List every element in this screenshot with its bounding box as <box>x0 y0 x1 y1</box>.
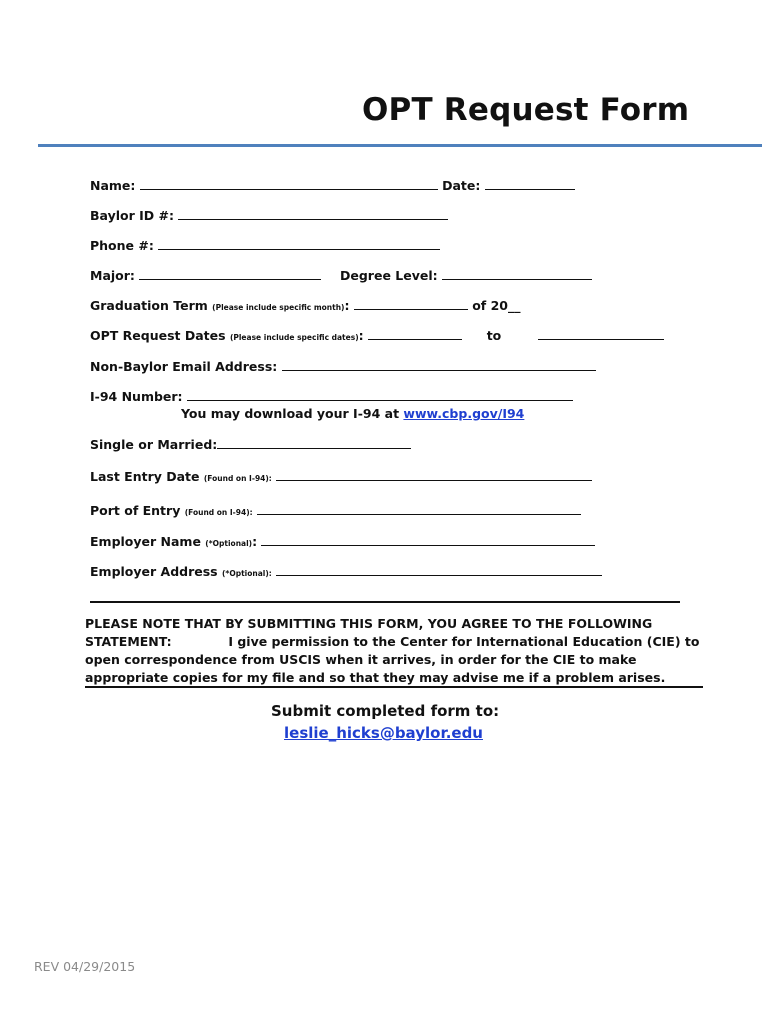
graduation-year-label: of 20__ <box>472 298 521 313</box>
graduation-term-note: (Please include specific month) <box>212 303 345 312</box>
opt-dates-label: OPT Request Dates <box>90 328 226 343</box>
notice-line-3: open correspondence from USCIS when it arrives, in order for the CIE to make <box>85 652 637 667</box>
opt-to-label: to <box>486 328 502 343</box>
marital-field[interactable] <box>217 437 411 449</box>
marital-row <box>90 437 411 452</box>
form-title: OPT Request Form <box>362 92 690 128</box>
employer-name-label: Employer Name <box>90 534 201 549</box>
revision-date: REV 04/29/2015 <box>34 959 136 974</box>
last-entry-field[interactable] <box>276 469 592 481</box>
port-entry-note: (Found on I-94): <box>184 508 253 517</box>
marital-label: Single or Married: <box>90 437 218 452</box>
employer-address-field[interactable] <box>276 564 602 576</box>
opt-end-field[interactable] <box>538 328 664 340</box>
i94-row <box>90 389 573 404</box>
opt-dates-note: (Please include specific dates) <box>229 333 359 342</box>
graduation-term-row: Graduation Term (Please include specific month): of 20__ <box>90 298 521 313</box>
i94-download-row <box>181 406 524 421</box>
i94-link[interactable]: www.cbp.gov/I94 <box>403 406 525 421</box>
notice-underline <box>85 686 703 688</box>
employer-name-note: (*Optional) <box>205 539 253 548</box>
i94-field[interactable] <box>187 389 573 401</box>
employer-address-row <box>90 564 602 579</box>
major-degree-row <box>90 268 592 283</box>
last-entry-row <box>90 469 592 484</box>
employer-name-field[interactable] <box>261 534 595 546</box>
submit-label: Submit completed form to: <box>271 702 500 720</box>
graduation-term-label: Graduation Term <box>90 298 208 313</box>
agreement-notice <box>85 615 705 687</box>
email-field[interactable] <box>282 359 596 371</box>
notice-line-1: PLEASE NOTE THAT BY SUBMITTING THIS FORM, YOU AGREE TO THE FOLLOWING <box>85 616 653 631</box>
phone-field[interactable] <box>158 238 440 250</box>
statement-text: I give permission to the Center for International Education (CIE) to <box>228 634 700 649</box>
baylor-id-field[interactable] <box>178 208 448 220</box>
baylor-id-label: Baylor ID #: <box>90 208 174 223</box>
opt-dates-row: OPT Request Dates (Please include specific dates): to <box>90 328 664 343</box>
graduation-term-field[interactable] <box>354 298 468 310</box>
date-label: Date: <box>442 178 481 193</box>
statement-label: STATEMENT: <box>85 634 172 649</box>
phone-label: Phone #: <box>90 238 154 253</box>
phone-row <box>90 238 440 253</box>
date-field[interactable] <box>485 178 575 190</box>
title-divider <box>38 144 762 147</box>
i94-download-text: You may download your I-94 at <box>181 406 400 421</box>
port-entry-row <box>90 503 581 518</box>
degree-level-label: Degree Level: <box>340 268 438 283</box>
name-label: Name: <box>90 178 136 193</box>
email-label: Non-Baylor Email Address: <box>90 359 278 374</box>
email-row <box>90 359 596 374</box>
section-divider <box>90 601 680 603</box>
last-entry-note: (Found on I-94): <box>203 474 272 483</box>
employer-address-label: Employer Address <box>90 564 218 579</box>
degree-level-field[interactable] <box>442 268 592 280</box>
i94-label: I-94 Number: <box>90 389 183 404</box>
opt-start-field[interactable] <box>368 328 462 340</box>
baylor-id-row <box>90 208 448 223</box>
employer-address-note: (*Optional): <box>221 569 272 578</box>
name-date-row <box>90 178 575 193</box>
last-entry-label: Last Entry Date <box>90 469 200 484</box>
name-field[interactable] <box>140 178 438 190</box>
notice-line-4: appropriate copies for my file and so that they may advise me if a problem arises. <box>85 670 666 685</box>
submit-email-link[interactable]: leslie_hicks@baylor.edu <box>284 724 483 742</box>
employer-name-row: Employer Name (*Optional): <box>90 534 595 549</box>
port-entry-label: Port of Entry <box>90 503 181 518</box>
major-label: Major: <box>90 268 135 283</box>
notice-line-2 <box>85 633 705 651</box>
major-field[interactable] <box>139 268 321 280</box>
port-entry-field[interactable] <box>257 503 581 515</box>
